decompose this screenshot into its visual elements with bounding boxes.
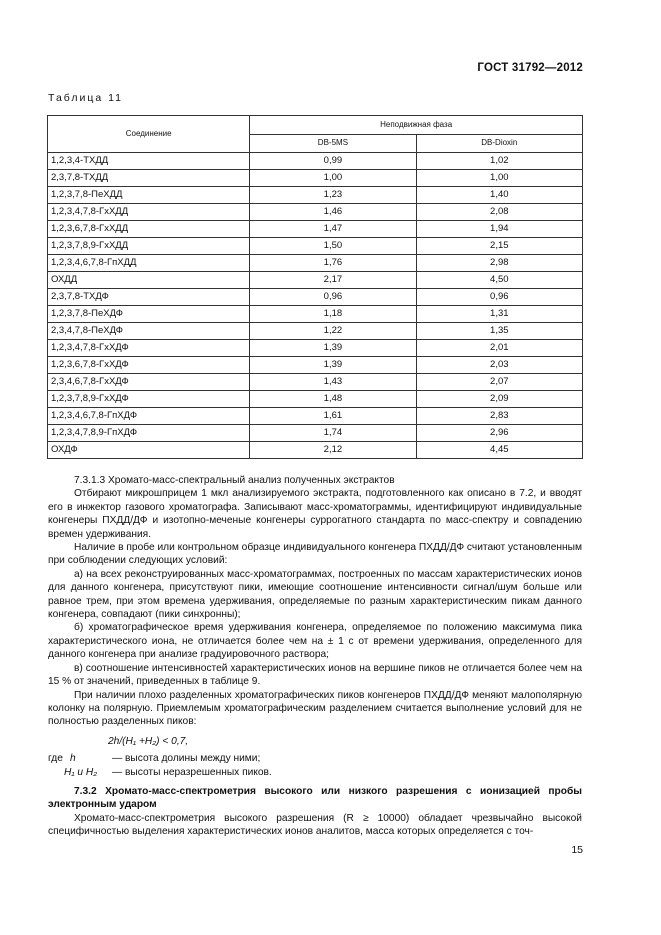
cell-dbdioxin: 1,31: [416, 306, 582, 323]
cell-dbdioxin: 2,98: [416, 255, 582, 272]
condition-a: а) на всех реконструированных масс-хроматограммах, построенных по массам характеристических ионов для данного конгенера, присутствуют пики, имеющие соотношение интенсивности сигнал/шум больше или равное трем, при этом времена удерживания, определяемые по разным характеристическим пикам данного конгенера, совпадают (пики синхронны);: [48, 568, 582, 621]
cell-dbdioxin: 0,96: [416, 289, 582, 306]
cell-db5ms: 1,76: [250, 255, 416, 272]
cell-compound: 1,2,3,4,6,7,8-ГпХДФ: [48, 408, 250, 425]
cell-compound: 1,2,3,4,7,8,9-ГпХДФ: [48, 425, 250, 442]
table-row: [48, 357, 583, 374]
cell-compound: 1,2,3,7,8,9-ГхХДФ: [48, 391, 250, 408]
cell-db5ms: 1,48: [250, 391, 416, 408]
cell-compound: ОХДФ: [48, 442, 250, 459]
standard-designation: ГОСТ 31792—2012: [477, 62, 583, 74]
def-text-h: — высота долины между ними;: [112, 753, 261, 765]
table-row: [48, 306, 583, 323]
table-row: [48, 340, 583, 357]
cell-db5ms: 1,22: [250, 323, 416, 340]
table-row: [48, 289, 583, 306]
table-row: [48, 187, 583, 204]
cell-db5ms: 1,61: [250, 408, 416, 425]
page-number: 15: [571, 844, 583, 856]
cell-dbdioxin: 1,02: [416, 153, 582, 170]
cell-compound: 2,3,7,8-ТХДД: [48, 170, 250, 187]
cell-compound: 1,2,3,6,7,8-ГхХДФ: [48, 357, 250, 374]
header-stationary-phase: Неподвижная фаза: [250, 116, 583, 135]
cell-dbdioxin: 2,09: [416, 391, 582, 408]
table-row: [48, 323, 583, 340]
cell-dbdioxin: 2,01: [416, 340, 582, 357]
condition-c: в) соотношение интенсивностей характеристических ионов на вершине пиков не отличается более чем на 15 % от значений, приведенных в таблице 9.: [48, 662, 582, 688]
cell-dbdioxin: 1,40: [416, 187, 582, 204]
cell-db5ms: 0,96: [250, 289, 416, 306]
table-row: [48, 255, 583, 272]
retention-time-table: [47, 115, 583, 459]
cell-db5ms: 1,50: [250, 238, 416, 255]
cell-compound: 1,2,3,7,8-ПеХДФ: [48, 306, 250, 323]
def-text-h1h2: — высоты неразрешенных пиков.: [112, 766, 272, 778]
header-compound: Соединение: [48, 116, 250, 153]
cell-compound: 2,3,7,8-ТХДФ: [48, 289, 250, 306]
def-symbol-h: h: [70, 753, 76, 765]
cell-dbdioxin: 2,15: [416, 238, 582, 255]
header-dbdioxin: DB-Dioxin: [416, 134, 582, 153]
cell-db5ms: 0,99: [250, 153, 416, 170]
cell-dbdioxin: 4,45: [416, 442, 582, 459]
section-heading-7-3-2: 7.3.2 Хромато-масс-спектрометрия высокого или низкого разрешения с ионизацией пробы электронным ударом: [48, 785, 582, 811]
table-row: [48, 408, 583, 425]
table-row: [48, 391, 583, 408]
table-body: [48, 153, 583, 459]
cell-db5ms: 1,00: [250, 170, 416, 187]
table-row: [48, 204, 583, 221]
cell-compound: 1,2,3,4-ТХДД: [48, 153, 250, 170]
formula-definitions: [48, 752, 582, 779]
cell-compound: 1,2,3,4,7,8-ГхХДФ: [48, 340, 250, 357]
cell-db5ms: 1,43: [250, 374, 416, 391]
paragraph: Наличие в пробе или контрольном образце индивидуального конгенера ПХДД/ДФ считают установленным при соблюдении следующих условий:: [48, 542, 582, 567]
table-row: [48, 170, 583, 187]
cell-dbdioxin: 4,50: [416, 272, 582, 289]
table-row: [48, 442, 583, 459]
cell-db5ms: 2,17: [250, 272, 416, 289]
cell-db5ms: 1,46: [250, 204, 416, 221]
cell-dbdioxin: 2,83: [416, 408, 582, 425]
header-db5ms: DB-5MS: [250, 134, 416, 153]
cell-compound: 1,2,3,4,7,8-ГхХДД: [48, 204, 250, 221]
cell-dbdioxin: 2,03: [416, 357, 582, 374]
cell-dbdioxin: 1,35: [416, 323, 582, 340]
paragraph: Отбирают микрошприцем 1 мкл анализируемого экстракта, подготовленного как описано в 7.2, и вводят его в инжектор газового хроматографа. Записывают масс-хроматограммы, идентифицируют индивидуальные конгенеры ПХДД/ДФ и изотопно-меченые конгенеры суррогатного стандарта по масс-спектру и совпадению времен удерживания.: [48, 488, 582, 540]
table-row: [48, 272, 583, 289]
cell-dbdioxin: 2,07: [416, 374, 582, 391]
cell-db5ms: 1,18: [250, 306, 416, 323]
table-caption: Таблица 11: [48, 92, 123, 104]
paragraph: При наличии плохо разделенных хроматографических пиков конгенеров ПХДД/ДФ меняют малополярную колонку на полярную. Приемлемым хроматографическим разделением считается выполнение условий для не полностью разделенных пиков:: [48, 689, 582, 728]
cell-db5ms: 1,23: [250, 187, 416, 204]
section-heading-7-3-1-3: 7.3.1.3 Хромато-масс-спектральный анализ полученных экстрактов: [74, 475, 395, 486]
cell-dbdioxin: 1,00: [416, 170, 582, 187]
cell-db5ms: 2,12: [250, 442, 416, 459]
cell-compound: 1,2,3,4,6,7,8-ГпХДД: [48, 255, 250, 272]
cell-compound: 2,3,4,6,7,8-ГхХДФ: [48, 374, 250, 391]
formula: 2h/(H₁ +H₂) < 0,7,: [108, 735, 189, 747]
cell-db5ms: 1,39: [250, 340, 416, 357]
cell-dbdioxin: 2,96: [416, 425, 582, 442]
paragraph: Хромато-масс-спектрометрия высокого разрешения (R ≥ 10000) обладает чрезвычайно высокой специфичностью выделения характеристических ионов аналитов, масса которых определяется с точ-: [48, 812, 582, 838]
condition-b: б) хроматографическое время удерживания конгенера, определяемое по положению максимума пика характеристического иона, не отличается более чем на ± 1 с от времени удерживания, определенного для данного конгенера при анализе градуировочного раствора;: [48, 622, 582, 661]
table-row: [48, 221, 583, 238]
cell-compound: ОХДД: [48, 272, 250, 289]
cell-db5ms: 1,47: [250, 221, 416, 238]
body-text: [48, 474, 582, 839]
cell-compound: 2,3,4,7,8-ПеХДФ: [48, 323, 250, 340]
cell-compound: 1,2,3,6,7,8-ГхХДД: [48, 221, 250, 238]
cell-dbdioxin: 1,94: [416, 221, 582, 238]
cell-compound: 1,2,3,7,8-ПеХДД: [48, 187, 250, 204]
table-row: [48, 153, 583, 170]
table-row: [48, 238, 583, 255]
where-label: где: [48, 753, 63, 765]
table-row: [48, 374, 583, 391]
cell-dbdioxin: 2,08: [416, 204, 582, 221]
cell-compound: 1,2,3,7,8,9-ГхХДД: [48, 238, 250, 255]
table-row: [48, 425, 583, 442]
def-symbol-h1h2: H₁ и H₂: [64, 766, 98, 778]
cell-db5ms: 1,74: [250, 425, 416, 442]
cell-db5ms: 1,39: [250, 357, 416, 374]
